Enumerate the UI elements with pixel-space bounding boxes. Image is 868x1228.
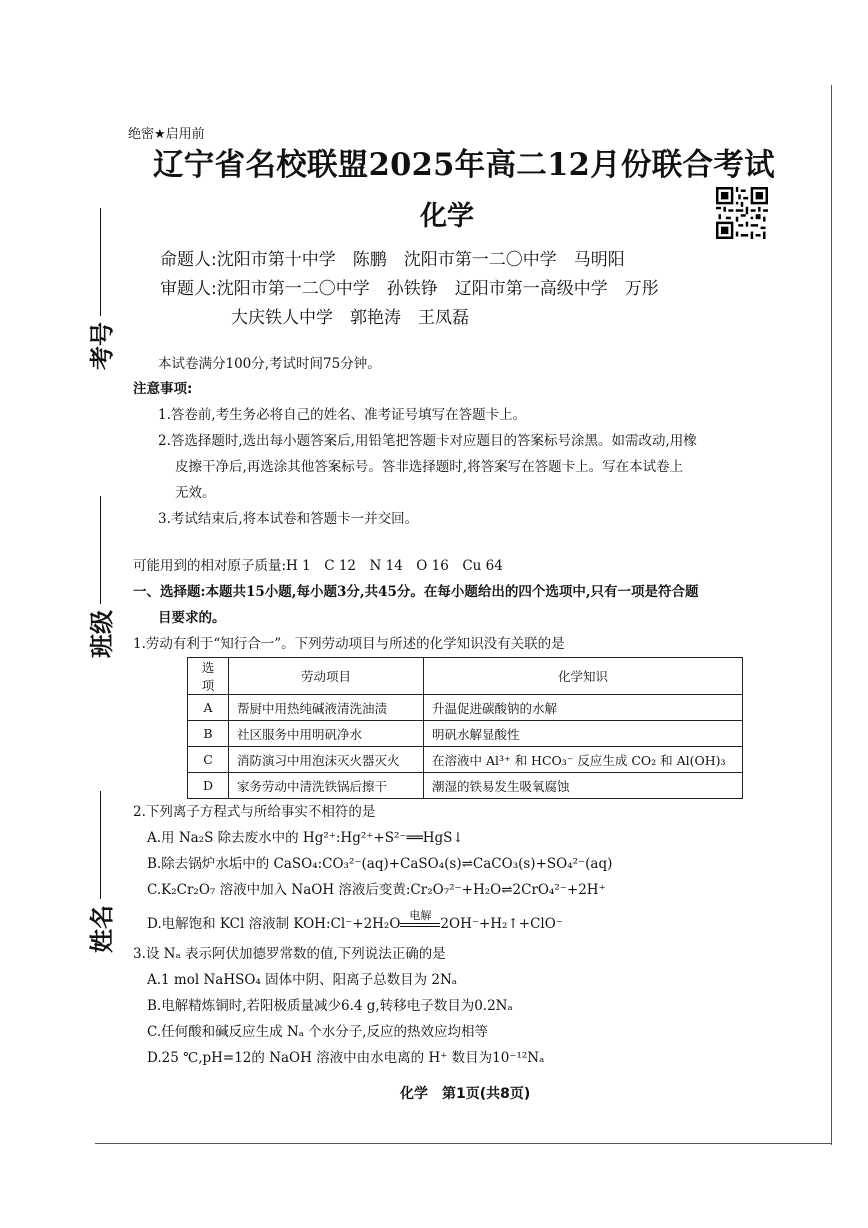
setters-line: 命题人:沈阳市第十中学 陈鹏 沈阳市第一二〇中学 马明阳 xyxy=(160,250,625,270)
q2-d-left: D.电解饱和 KCl 溶液制 KOH:Cl⁻+2H₂O xyxy=(147,916,401,932)
q1-table xyxy=(187,657,743,799)
header-knowledge: 化学知识 xyxy=(424,658,743,695)
table-row xyxy=(188,773,743,799)
side-name: 姓名 xyxy=(82,791,117,953)
section1-line1: 一、选择题:本题共15小题,每小题3分,共45分。在每小题给出的四个选项中,只有一项是符合题 xyxy=(133,584,699,600)
q1-stem: 1.劳动有利于“知行合一”。下列劳动项目与所述的化学知识没有关联的是 xyxy=(133,636,565,652)
chem-knowledge: 升温促进碳酸钠的水解 xyxy=(424,695,743,721)
name-blank xyxy=(99,791,101,899)
section1-line2: 目要求的。 xyxy=(158,610,226,626)
labor-item: 消防演习中用泡沫灭火器灭火 xyxy=(229,747,424,773)
q2-option-d xyxy=(147,908,563,932)
chem-knowledge: 在溶液中 Al³⁺ 和 HCO₃⁻ 反应生成 CO₂ 和 Al(OH)₃ xyxy=(424,747,743,773)
note-2-b: 皮擦干净后,再选涂其他答案标号。答非选择题时,将答案写在答题卡上。写在本试卷上 xyxy=(175,459,684,475)
equation-arrow xyxy=(400,923,440,927)
note-2-a: 2.答选择题时,选出每小题答案后,用铅笔把答题卡对应题目的答案标号涂黑。如需改动,用橡 xyxy=(158,433,697,449)
subject-title: 化学 xyxy=(420,201,474,232)
labor-item: 帮厨中用热纯碱液清洗油渍 xyxy=(229,695,424,721)
header-labor: 劳动项目 xyxy=(229,658,424,695)
chem-knowledge: 明矾水解显酸性 xyxy=(424,721,743,747)
option-key: B xyxy=(188,721,229,747)
table-row xyxy=(188,721,743,747)
q3-option-b: B.电解精炼铜时,若阳极质量减少6.4 g,转移电子数目为0.2Nₐ xyxy=(147,998,513,1014)
header-option: 选项 xyxy=(188,658,229,695)
atomic-masses: 可能用到的相对原子质量:H 1 C 12 N 14 O 16 Cu 64 xyxy=(133,558,503,574)
q3-option-c: C.任何酸和碱反应生成 Nₐ 个水分子,反应的热效应均相等 xyxy=(147,1024,489,1040)
reviewers-line1: 审题人:沈阳市第一二〇中学 孙铁铮 辽阳市第一高级中学 万彤 xyxy=(160,279,659,299)
table-row xyxy=(188,695,743,721)
page-right-edge xyxy=(831,85,832,1145)
labor-item: 家务劳动中清洗铁锅后擦干 xyxy=(229,773,424,799)
note-3: 3.考试结束后,将本试卷和答题卡一并交回。 xyxy=(158,511,419,527)
q2-option-c: C.K₂Cr₂O₇ 溶液中加入 NaOH 溶液后变黄:Cr₂O₇²⁻+H₂O⇌2CrO₄²⁻+2H⁺ xyxy=(147,882,606,898)
page-footer: 化学 第1页(共8页) xyxy=(400,1086,531,1102)
exam-title: 辽宁省名校联盟2025年高二12月份联合考试 xyxy=(153,147,775,183)
class-blank xyxy=(99,496,101,604)
q2-option-a: A.用 Na₂S 除去废水中的 Hg²⁺:Hg²⁺+S²⁻══HgS↓ xyxy=(147,830,464,846)
qr-code-icon xyxy=(716,187,768,239)
score-time: 本试卷满分100分,考试时间75分钟。 xyxy=(158,356,381,372)
q2-stem: 2.下列离子方程式与所给事实不相符的是 xyxy=(133,804,376,820)
labor-item: 社区服务中用明矾净水 xyxy=(229,721,424,747)
q3-option-d: D.25 ℃,pH=12的 NaOH 溶液中由水电离的 H⁺ 数目为10⁻¹²Nₐ xyxy=(147,1050,545,1066)
side-exam-number: 考号 xyxy=(82,208,117,370)
option-key: A xyxy=(188,695,229,721)
option-key: C xyxy=(188,747,229,773)
notes-title: 注意事项: xyxy=(133,381,193,397)
q3-option-a: A.1 mol NaHSO₄ 固体中阴、阳离子总数目为 2Nₐ xyxy=(147,972,458,988)
q2-option-b: B.除去锅炉水垢中的 CaSO₄:CO₃²⁻(aq)+CaSO₄(s)⇌CaCO₃(s)+SO₄²⁻(aq) xyxy=(147,856,613,872)
secret-mark: 绝密★启用前 xyxy=(128,127,205,142)
option-key: D xyxy=(188,773,229,799)
exam-number-blank xyxy=(99,208,101,316)
note-1: 1.答卷前,考生务必将自己的姓名、准考证号填写在答题卡上。 xyxy=(158,407,527,423)
table-row xyxy=(188,747,743,773)
table-header-row xyxy=(188,658,743,695)
reviewers-line2: 大庆铁人中学 郭艳涛 王凤磊 xyxy=(231,308,469,328)
side-class: 班级 xyxy=(82,496,117,658)
q3-stem: 3.设 Nₐ 表示阿伏加德罗常数的值,下列说法正确的是 xyxy=(133,946,446,962)
electrolysis-condition: 电解 xyxy=(400,923,440,927)
page-bottom-edge xyxy=(95,1143,832,1144)
q2-d-right: 2OH⁻+H₂↑+ClO⁻ xyxy=(440,916,563,932)
chem-knowledge: 潮湿的铁易发生吸氧腐蚀 xyxy=(424,773,743,799)
note-2-c: 无效。 xyxy=(175,485,216,501)
